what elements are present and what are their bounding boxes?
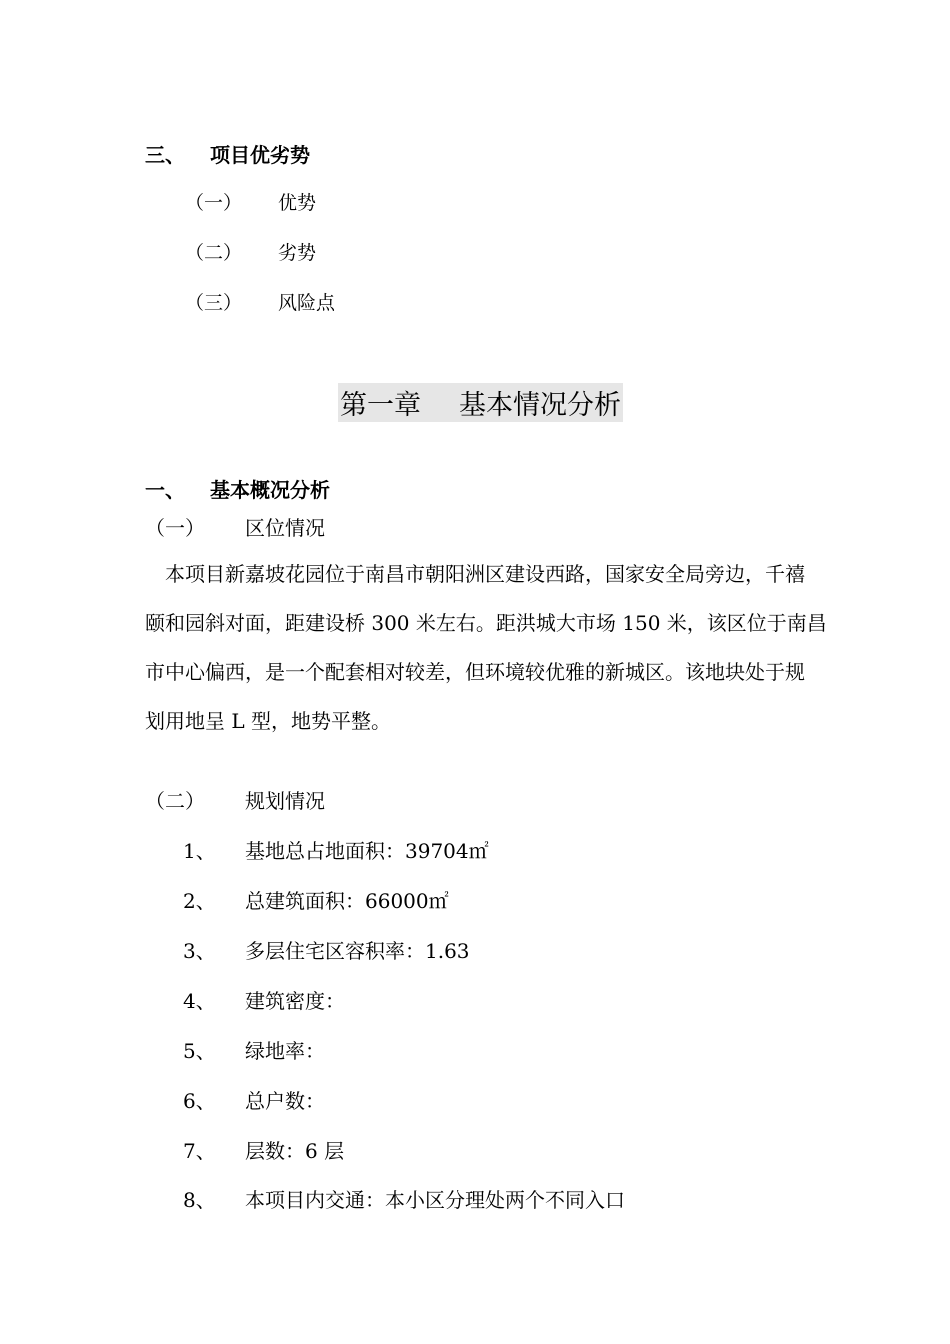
list-number: 3、 (183, 939, 216, 963)
paragraph-line: 颐和园斜对面，距建设桥 300 米左右。距洪城大市场 150 米，该区位于南昌 (145, 611, 827, 635)
list-number: 1、 (183, 839, 216, 863)
list-item: 基地总占地面积：39704㎡ (245, 839, 489, 863)
subsection-number: （二） (185, 242, 243, 264)
subsection-title: 风险点 (278, 292, 336, 314)
subsection-title: 优势 (278, 192, 317, 214)
section-title: 基本概况分析 (210, 478, 330, 502)
list-item: 建筑密度： (245, 989, 345, 1013)
section-title: 项目优劣势 (210, 143, 310, 167)
list-number: 4、 (183, 989, 216, 1013)
paragraph-line: 本项目新嘉坡花园位于南昌市朝阳洲区建设西路，国家安全局旁边，千禧 (165, 562, 805, 586)
list-item: 本项目内交通：本小区分理处两个不同入口 (245, 1188, 625, 1212)
list-number: 2、 (183, 889, 216, 913)
subsection-title: 规划情况 (245, 789, 325, 813)
location-paragraph (145, 550, 827, 746)
list-number: 8、 (183, 1188, 216, 1212)
list-item: 多层住宅区容积率：1.63 (245, 939, 470, 963)
chapter-heading (338, 383, 623, 422)
section-number: 三、 (145, 143, 185, 167)
subsection-number: （一） (185, 192, 243, 214)
section-number: 一、 (145, 478, 185, 502)
list-item: 绿地率： (245, 1039, 325, 1063)
paragraph-line: 划用地呈 L 型，地势平整。 (145, 709, 391, 733)
subsection-title: 劣势 (278, 242, 317, 264)
chapter-number: 第一章 (340, 390, 421, 421)
list-item: 层数：6 层 (245, 1139, 345, 1163)
chapter-title: 基本情况分析 (459, 390, 621, 421)
list-number: 7、 (183, 1139, 216, 1163)
paragraph-line: 市中心偏西，是一个配套相对较差，但环境较优雅的新城区。该地块处于规 (145, 660, 805, 684)
list-number: 5、 (183, 1039, 216, 1063)
list-item: 总建筑面积：66000㎡ (245, 889, 449, 913)
subsection-number: （二） (145, 789, 205, 813)
subsection-number: （一） (145, 516, 205, 540)
subsection-title: 区位情况 (245, 516, 325, 540)
subsection-number: （三） (185, 292, 243, 314)
list-item: 总户数： (245, 1089, 325, 1113)
list-number: 6、 (183, 1089, 216, 1113)
